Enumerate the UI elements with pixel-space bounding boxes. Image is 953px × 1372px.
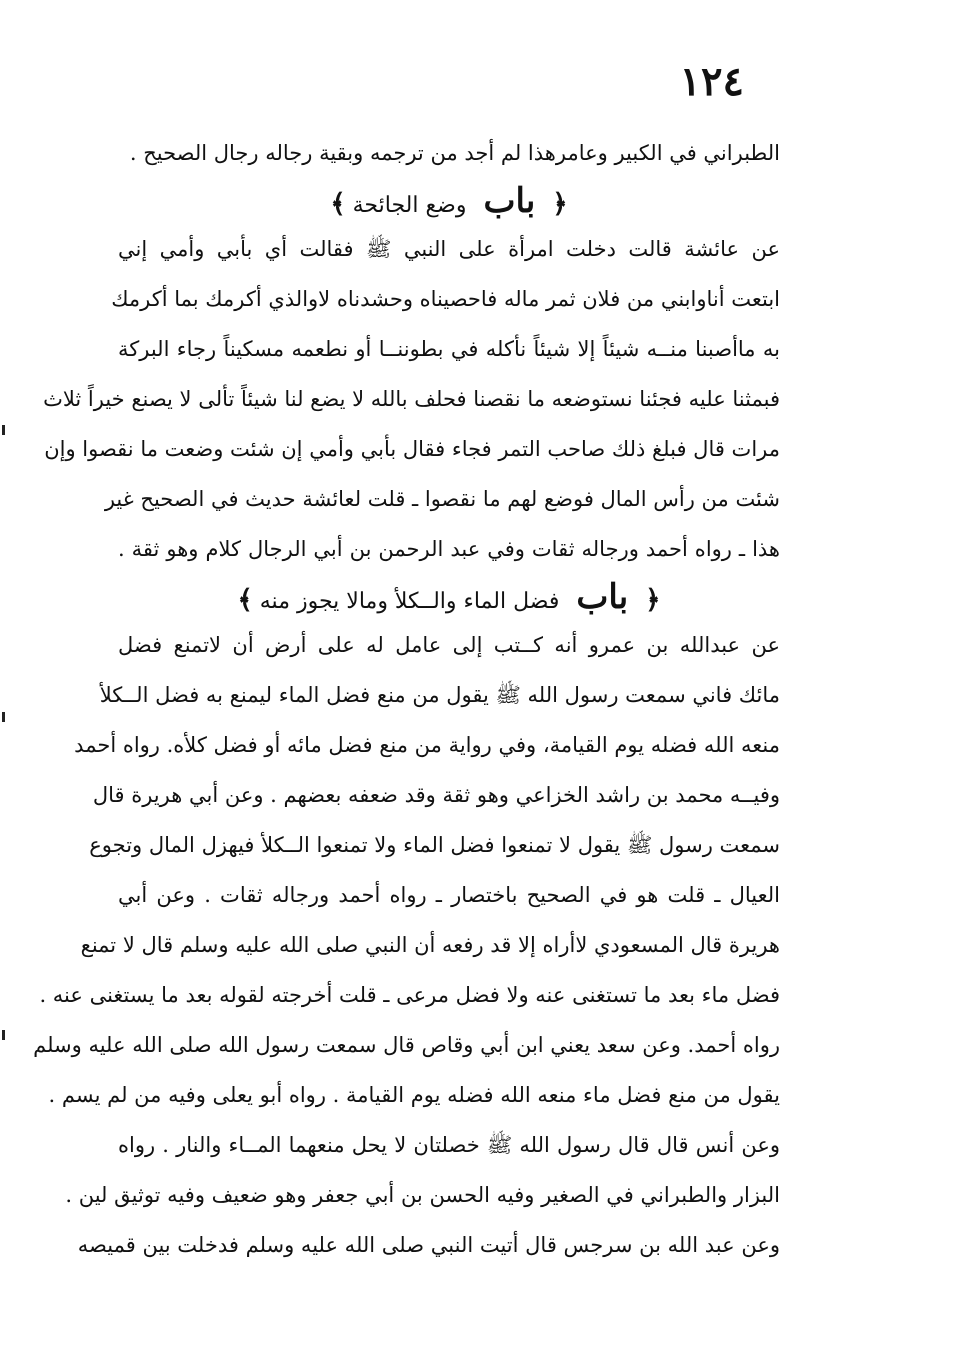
- margin-mark: [2, 1030, 5, 1040]
- text-line: مائك فاني سمعت رسول الله ﷺ يقول من منع فضل الماء ليمنع به فضل الــكلأ: [99, 683, 780, 707]
- section-title: وضع الجائحة: [352, 193, 467, 218]
- text-line: وعن عبد الله بن سرجس قال أتيت النبي صلى الله عليه وسلم فدخلت بين قميصه: [77, 1233, 780, 1257]
- text-line: وعن أنس قال قال رسول الله ﷺ خصلتان لا يحل منعهما المــاء والنار . رواه: [118, 1133, 780, 1157]
- text-line: فضل ماء بعد ما تستغنى عنه ولا فضل مرعى ـ قلت أخرجته لقوله بعد ما يستغنى عنه .: [39, 983, 780, 1007]
- bab-label: باب: [576, 577, 629, 617]
- section-title: فضل الماء والــكلأ ومالا يجوز منه: [259, 589, 560, 614]
- intro-line: الطبراني في الكبير وعامرهذا لم أجد من ترجمه وبقية رجاله رجال الصحيح .: [129, 141, 780, 165]
- text-line: ابتعت أناوابني من فلان ثمر ماله فاحصيناه وحشدناه لاوالذي أكرمك بما أكرمك: [111, 287, 780, 311]
- text-line: به ماأصبنا منــه شيئاً إلا شيئاً نأكله في بطوننــا أو نطعمه مسكيناً رجاء البركة: [118, 337, 780, 361]
- margin-mark: [2, 425, 5, 435]
- margin-mark: [2, 712, 5, 722]
- text-line: العيال ـ قلت هو في الصحيح باختصار ـ رواه أحمد ورجاله ثقات . وعن أبي: [118, 883, 780, 907]
- text-line: عن عائشة قالت دخلت امرأة على النبي ﷺ فقالت أي بأبي وأمي إني: [118, 237, 780, 261]
- text-line: البزار والطبراني في الصغير وفيه الحسن بن أبي جعفر وهو ضعيف وفيه توثيق لين .: [65, 1183, 780, 1207]
- section-heading-jaiha: [118, 178, 780, 224]
- bracket-open: ﴿: [552, 189, 568, 219]
- text-line: وفيــه محمد بن راشد الخزاعي وهو ثقة وقد ضعفه بعضهم . وعن أبي هريرة قال: [92, 783, 780, 807]
- text-line: هذا ـ رواه أحمد ورجاله ثقات وفي عبد الرحمن بن أبي الرجال كلام وهو ثقة .: [118, 537, 780, 561]
- text-line: فبمثنا عليه فجئنا نستوضعه ما نقصنا فحلف بالله لا يضع لنا شيئاً تألى لا يصنع خيراً ثلاث: [43, 387, 780, 411]
- bracket-close: ﴾: [237, 585, 253, 615]
- text-line: منعه الله فضله يوم القيامة، وفي رواية من منع فضل مائه أو فضل كلأه. رواه أحمد: [74, 733, 780, 757]
- bracket-close: ﴾: [330, 189, 346, 219]
- page-body: [33, 128, 780, 1270]
- text-line: رواه أحمد. وعن سعد يعني ابن أبي وقاص قال سمعت رسول الله صلى الله عليه وسلم: [33, 1033, 780, 1057]
- text-line: يقول من منع فضل ماء منعه الله فضله يوم القيامة . رواه أبو يعلى وفيه من لم يسم .: [48, 1083, 780, 1107]
- page-number: ١٢٤: [679, 58, 744, 105]
- text-line: هريرة قال المسعودي لاأراه إلا قد رفعه أن النبي صلى الله عليه وسلم قال لا تمنع: [80, 933, 780, 957]
- text-line: عن عبدالله بن عمرو أنه كــتب إلى عامل له على أرض أن لاتمنع فضل: [118, 633, 780, 657]
- text-line: شئت من رأس المال فوضع لهم ما نقصوا ـ قلت لعائشة حديث في الصحيح غير: [104, 487, 780, 511]
- bracket-open: ﴿: [645, 585, 661, 615]
- text-line: مرات قال فبلغ ذلك صاحب التمر فجاء فقال بأبي وأمي إن شئت وضعت ما نقصوا وإن: [44, 437, 780, 461]
- text-line: سمعت رسول ﷺ يقول لا تمنعوا فضل الماء ولا تمنعوا الــكلأ فيهزل المال وتجوع: [89, 833, 780, 857]
- section-heading-water: [118, 574, 780, 620]
- bab-label: باب: [483, 181, 536, 221]
